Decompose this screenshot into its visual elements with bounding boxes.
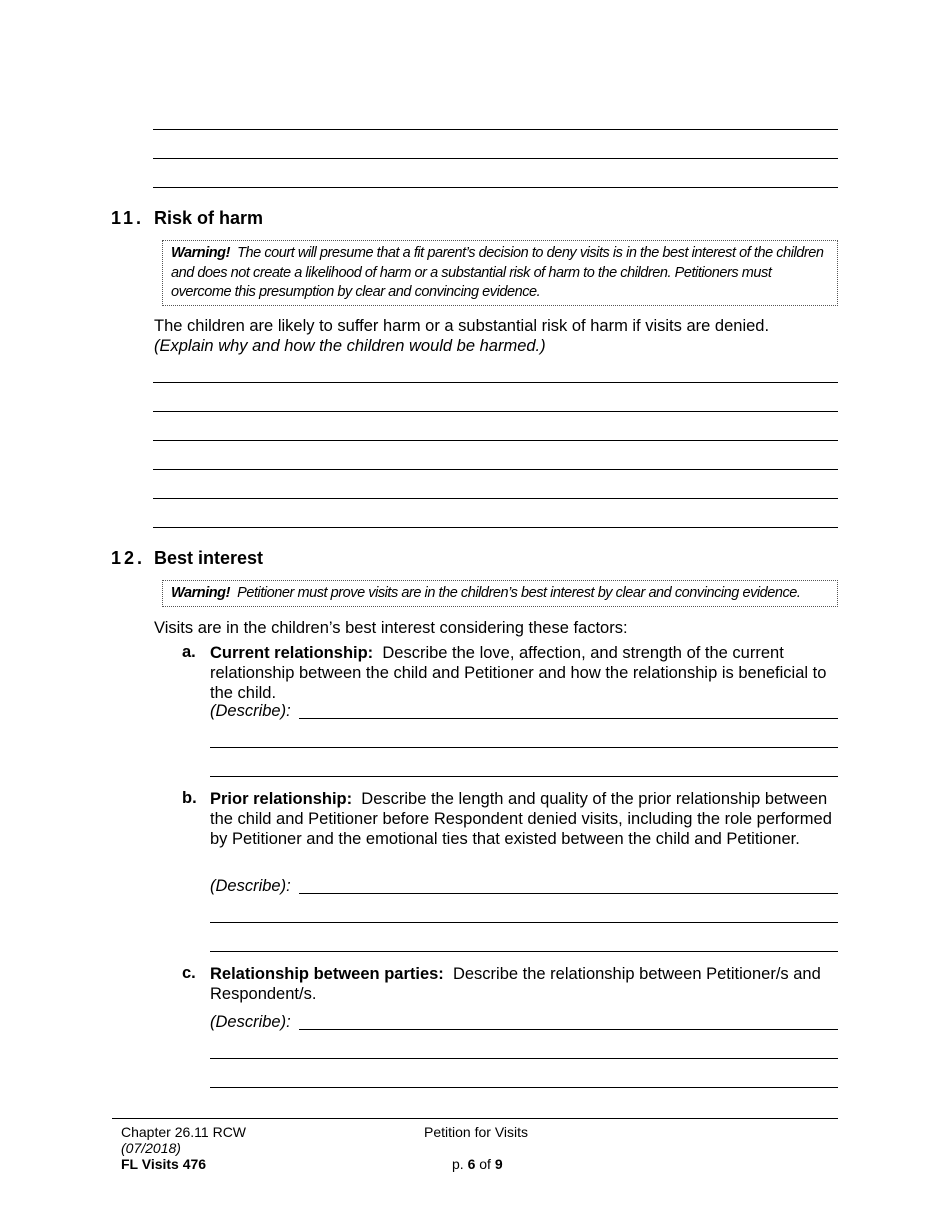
footer-divider (112, 1118, 838, 1119)
item-c-letter: c. (182, 964, 196, 982)
section-11-warning-box (162, 240, 838, 306)
item-a-heading: Current relationship: (210, 644, 374, 662)
answer-line[interactable] (153, 382, 838, 383)
item-b-text (210, 789, 840, 849)
item-b-description: Describe the length and quality of the prior relationship between the child and Petitioner before Respondent denied visits, including the role performed by Petitioner and the emotional ties that existed between the child and Petitioner. (210, 790, 832, 848)
answer-line[interactable] (210, 922, 838, 923)
describe-input-line[interactable] (299, 893, 838, 894)
page-of: of (479, 1156, 491, 1172)
answer-line[interactable] (153, 498, 838, 499)
section-12-title: Best interest (154, 548, 264, 568)
item-c-text (210, 964, 840, 1004)
page-current: 6 (467, 1156, 476, 1172)
warning-text: Petitioner must prove visits are in the children’s best interest by clear and convincing evidence. (237, 585, 801, 601)
answer-line[interactable] (210, 776, 838, 777)
page-prefix: p. (452, 1156, 464, 1172)
footer-form-title: Petition for Visits (424, 1124, 529, 1140)
answer-line[interactable] (153, 158, 838, 159)
section-11-title: Risk of harm (154, 208, 264, 228)
footer-date: (07/2018) (121, 1140, 181, 1156)
footer-form-id: FL Visits 476 (121, 1156, 207, 1172)
section-11-number: 11. (111, 208, 145, 228)
answer-line[interactable] (153, 469, 838, 470)
describe-input-line[interactable] (299, 1029, 838, 1030)
section-12-warning-box (162, 580, 838, 607)
warning-label: Warning! (171, 585, 230, 601)
item-b-describe-label: (Describe): (210, 877, 291, 895)
item-c-describe-label: (Describe): (210, 1013, 291, 1031)
answer-line[interactable] (210, 1087, 838, 1088)
describe-input-line[interactable] (299, 718, 838, 719)
answer-line[interactable] (210, 747, 838, 748)
section-12-intro: Visits are in the children’s best interest considering these factors: (154, 619, 628, 637)
section-12-number: 12. (111, 548, 146, 568)
footer-chapter: Chapter 26.11 RCW (121, 1124, 247, 1140)
item-a-description: Describe the love, affection, and strength of the current relationship between the child and Petitioner and how the relationship is beneficial to the child. (210, 644, 827, 702)
item-b-heading: Prior relationship: (210, 790, 353, 808)
warning-text: The court will presume that a fit parent’s decision to deny visits is in the best interest of the children and does not create a likelihood of harm or a substantial risk of harm to the children. Petitioners must overcome this presumption by clear and convincing evidence. (171, 245, 824, 300)
section-11-statement: The children are likely to suffer harm or a substantial risk of harm if visits are denied. (154, 317, 770, 335)
page-total: 9 (494, 1156, 503, 1172)
answer-line[interactable] (210, 1058, 838, 1059)
item-a-letter: a. (182, 643, 196, 661)
answer-line[interactable] (153, 440, 838, 441)
item-a-text (210, 643, 840, 703)
answer-line[interactable] (153, 411, 838, 412)
item-a-describe-label: (Describe): (210, 702, 291, 720)
section-11-instruction: (Explain why and how the children would be harmed.) (154, 337, 546, 355)
answer-line[interactable] (153, 527, 838, 528)
answer-line[interactable] (153, 187, 838, 188)
answer-line[interactable] (153, 129, 838, 130)
answer-line[interactable] (210, 951, 838, 952)
footer-page-number (452, 1156, 503, 1172)
item-b-letter: b. (182, 789, 197, 807)
item-c-heading: Relationship between parties: (210, 965, 444, 983)
warning-label: Warning! (171, 245, 230, 261)
item-c-description: Describe the relationship between Petitioner/s and Respondent/s. (210, 965, 821, 1003)
